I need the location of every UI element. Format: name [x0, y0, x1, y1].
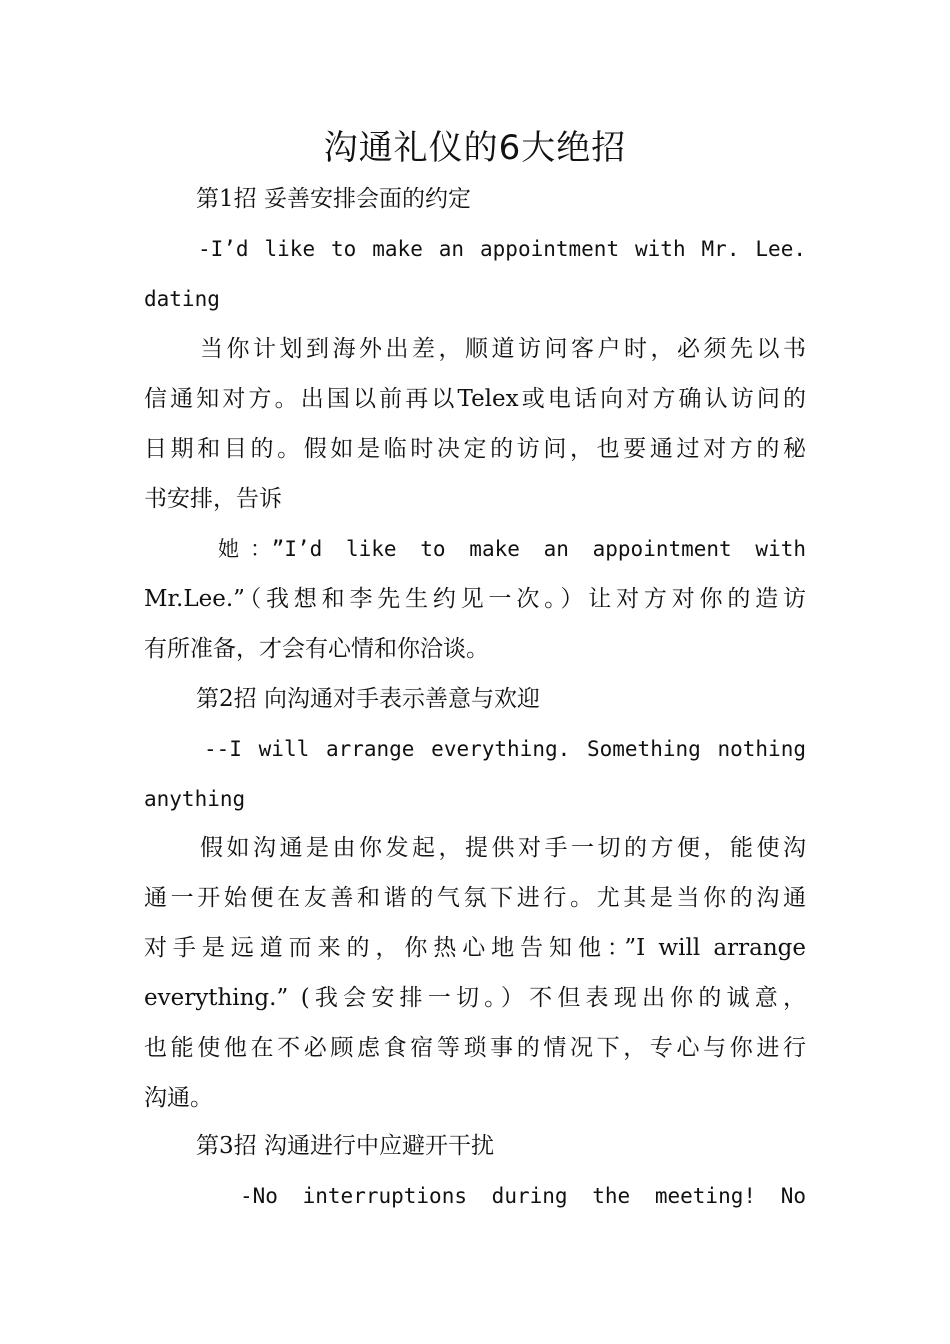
section-1-heading: 第1招 妥善安排会面的约定: [196, 186, 471, 212]
section-2-english-continued: anything: [144, 787, 246, 811]
section-1-english-continued: dating: [144, 287, 220, 311]
section-2-paragraph-line: 对手是远道而来的，你热心地告知他：”I will arrange: [144, 935, 806, 961]
section-2-paragraph-line: 假如沟通是由你发起，提供对手一切的方便，能使沟: [200, 835, 806, 861]
section-2-english-phrase: --I will arrange everything. Something nothing: [204, 737, 806, 761]
section-1-paragraph-line: 日期和目的。假如是临时决定的访问，也要通过对方的秘: [144, 436, 806, 462]
section-2-paragraph-line: 通一开始便在友善和谐的气氛下进行。尤其是当你的沟通: [144, 885, 806, 911]
section-3-english-phrase: -No interruptions during the meeting! No: [240, 1184, 806, 1208]
section-1-english-phrase: -I’d like to make an appointment with Mr. Lee.: [198, 237, 806, 261]
section-1-quote-line: 她：”I’d like to make an appointment with: [218, 537, 806, 561]
section-3-heading: 第3招 沟通进行中应避开干扰: [196, 1133, 494, 1159]
section-1-paragraph-line: 当你计划到海外出差，顺道访问客户时，必须先以书: [200, 336, 806, 362]
section-1-paragraph-line: 信通知对方。出国以前再以Telex或电话向对方确认访问的: [144, 386, 806, 412]
section-2-paragraph-line: 也能使他在不必顾虑食宿等琐事的情况下，专心与你进行: [144, 1035, 806, 1061]
section-2-paragraph-line: everything.” (我会安排一切。）不但表现出你的诚意，: [144, 985, 806, 1011]
section-2-heading: 第2招 向沟通对手表示善意与欢迎: [196, 686, 540, 712]
section-1-paragraph-line: Mr.Lee.”（我想和李先生约见一次。）让对方对你的造访: [144, 586, 806, 612]
page-title: 沟通礼仪的6大绝招: [323, 128, 627, 168]
section-1-paragraph-line: 书安排，告诉: [144, 486, 282, 512]
section-1-paragraph-line: 有所准备，才会有心情和你洽谈。: [144, 636, 489, 662]
section-2-paragraph-line: 沟通。: [144, 1085, 213, 1111]
